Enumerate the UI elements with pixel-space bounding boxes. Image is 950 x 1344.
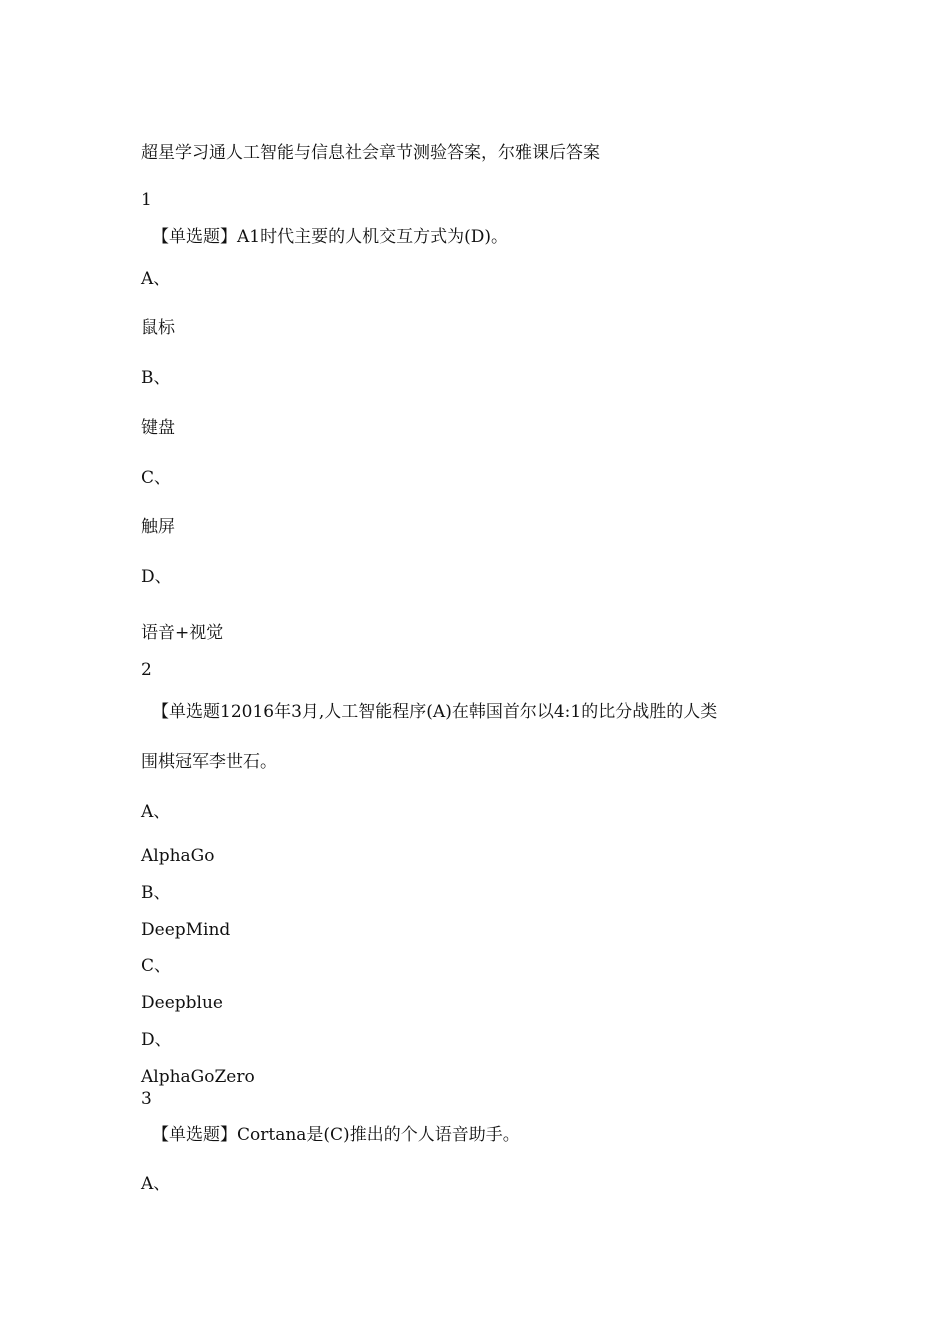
option-label: A、 [141,802,171,822]
option-value: AlphaGo [141,846,215,866]
option-value: Deepblue [141,993,223,1013]
option-value: AlphaGoZero [141,1067,255,1087]
option-label: B、 [141,368,171,388]
option-label: D、 [141,1030,172,1050]
document-title: 超星学习通人工智能与信息社会章节测验答案，尔雅课后答案 [141,143,600,163]
question-number: 3 [141,1089,152,1109]
option-label: C、 [141,956,172,976]
option-label: D、 [141,567,172,587]
option-value: 鼠标 [141,318,175,338]
question-text: 【单选题12016年3月,人工智能程序(A)在韩国首尔以4:1的比分战胜的人类 [152,702,718,722]
question-number: 1 [141,190,152,210]
question-text: 【单选题】Cortana是(C)推出的个人语音助手。 [152,1125,520,1145]
option-value: DeepMind [141,920,231,940]
option-label: A、 [141,269,171,289]
option-value: 语音+视觉 [141,623,224,643]
option-label: A、 [141,1174,171,1194]
option-label: C、 [141,468,172,488]
question-text: 【单选题】A1时代主要的人机交互方式为(D)。 [152,227,508,247]
option-value: 触屏 [141,517,175,537]
option-label: B、 [141,883,171,903]
question-text-continued: 围棋冠军李世石。 [141,752,277,772]
option-value: 键盘 [141,418,175,438]
question-number: 2 [141,660,152,680]
